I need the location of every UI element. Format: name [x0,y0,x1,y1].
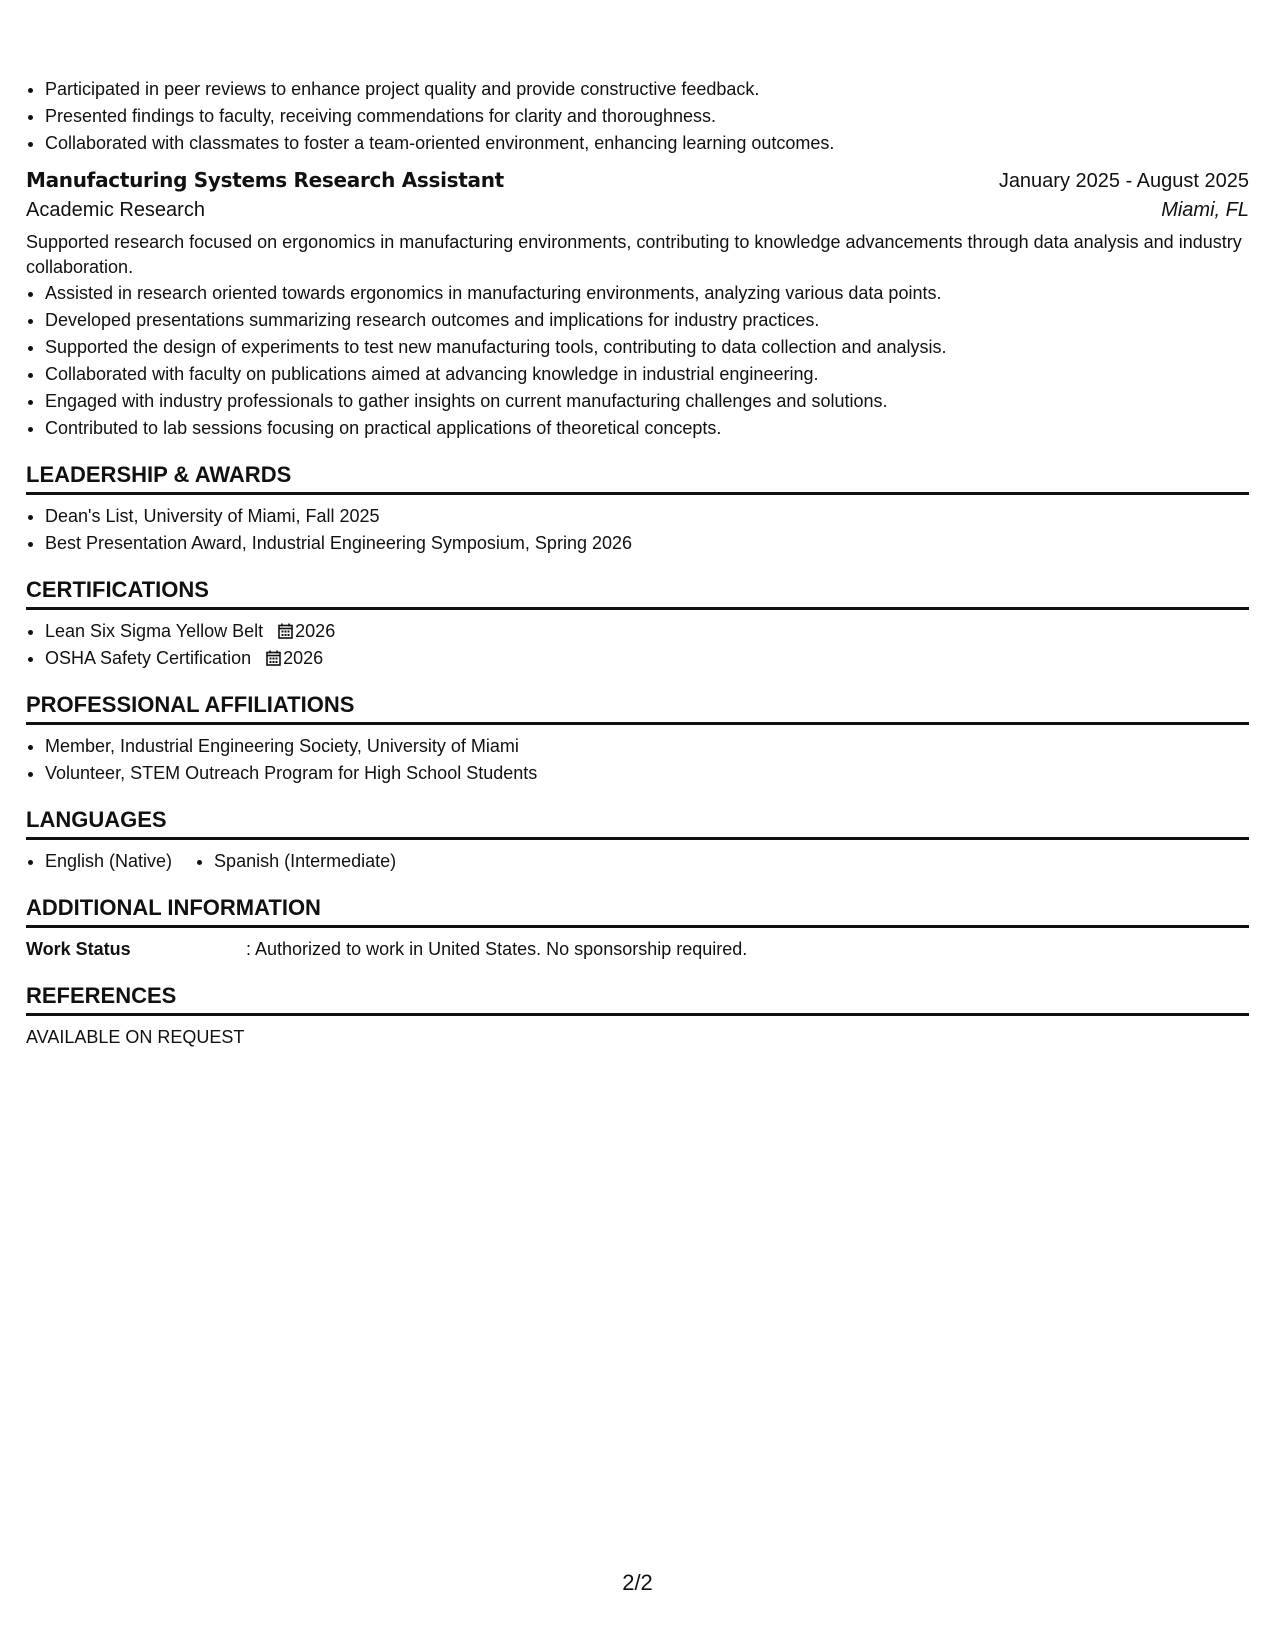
info-value: : Authorized to work in United States. No sponsorship required. [246,939,748,959]
list-item: • Volunteer, STEM Outreach Program for High School Students [45,760,1249,787]
info-label: Work Status [26,939,131,959]
resume-page [26,76,1249,1051]
job-description: Supported research focused on ergonomics in manufacturing environments, contributing to knowledge advancements through data analysis and industry collaboration. [26,232,1242,277]
certification-name: OSHA Safety Certification [45,648,252,668]
section-title: PROFESSIONAL AFFILIATIONS [26,692,1249,725]
list-item: • Spanish (Intermediate) [214,848,396,875]
certification-year: 2026 [295,621,336,641]
list-item [45,618,1249,645]
page-number: 2/2 [622,1570,653,1595]
calendar-icon [278,623,293,639]
list-item: • Member, Industrial Engineering Society, University of Miami [45,733,1249,760]
job-title: Manufacturing Systems Research Assistant [26,168,504,192]
list-item: • Participated in peer reviews to enhance project quality and provide constructive feedback. [45,76,1249,103]
languages-section [26,807,1249,875]
references-text: AVAILABLE ON REQUEST [26,1027,245,1047]
section-title: CERTIFICATIONS [26,577,1249,610]
top-bullet-list [26,76,1249,157]
list-item: • Assisted in research oriented towards ergonomics in manufacturing environments, analyzing various data points. [45,280,1249,307]
list-item [45,645,1249,672]
additional-info-section [26,895,1249,963]
job-header [26,168,1249,193]
list-item: • Presented findings to faculty, receiving commendations for clarity and thoroughness. [45,103,1249,130]
job-bullet-list [26,280,1249,442]
job-subheader [26,199,1249,222]
section-title: LEADERSHIP & AWARDS [26,462,1249,495]
references-section [26,983,1249,1051]
affiliations-section [26,692,1249,787]
info-row [26,936,1249,963]
list-item: • Best Presentation Award, Industrial Engineering Symposium, Spring 2026 [45,530,1249,557]
calendar-icon [266,650,281,666]
certifications-section [26,577,1249,672]
certification-year: 2026 [283,648,324,668]
list-item: • Collaborated with faculty on publications aimed at advancing knowledge in industrial engineering. [45,361,1249,388]
list-item: • Engaged with industry professionals to gather insights on current manufacturing challenges and solutions. [45,388,1249,415]
certification-name: Lean Six Sigma Yellow Belt [45,621,264,641]
job-location: Miami, FL [1161,199,1249,221]
list-item: • Supported the design of experiments to test new manufacturing tools, contributing to data collection and analysis. [45,334,1249,361]
list-item: • Contributed to lab sessions focusing on practical applications of theoretical concepts. [45,415,1249,442]
job-organization: Academic Research [26,199,205,221]
list-item: • Developed presentations summarizing research outcomes and implications for industry practices. [45,307,1249,334]
job-dates: January 2025 - August 2025 [998,170,1249,192]
section-title: ADDITIONAL INFORMATION [26,895,1249,928]
section-title: REFERENCES [26,983,1249,1016]
list-item: • English (Native) [45,848,172,875]
section-title: LANGUAGES [26,807,1249,840]
list-item: • Collaborated with classmates to foster a team-oriented environment, enhancing learning outcomes. [45,130,1249,157]
list-item: • Dean's List, University of Miami, Fall 2025 [45,503,1249,530]
leadership-section [26,462,1249,557]
